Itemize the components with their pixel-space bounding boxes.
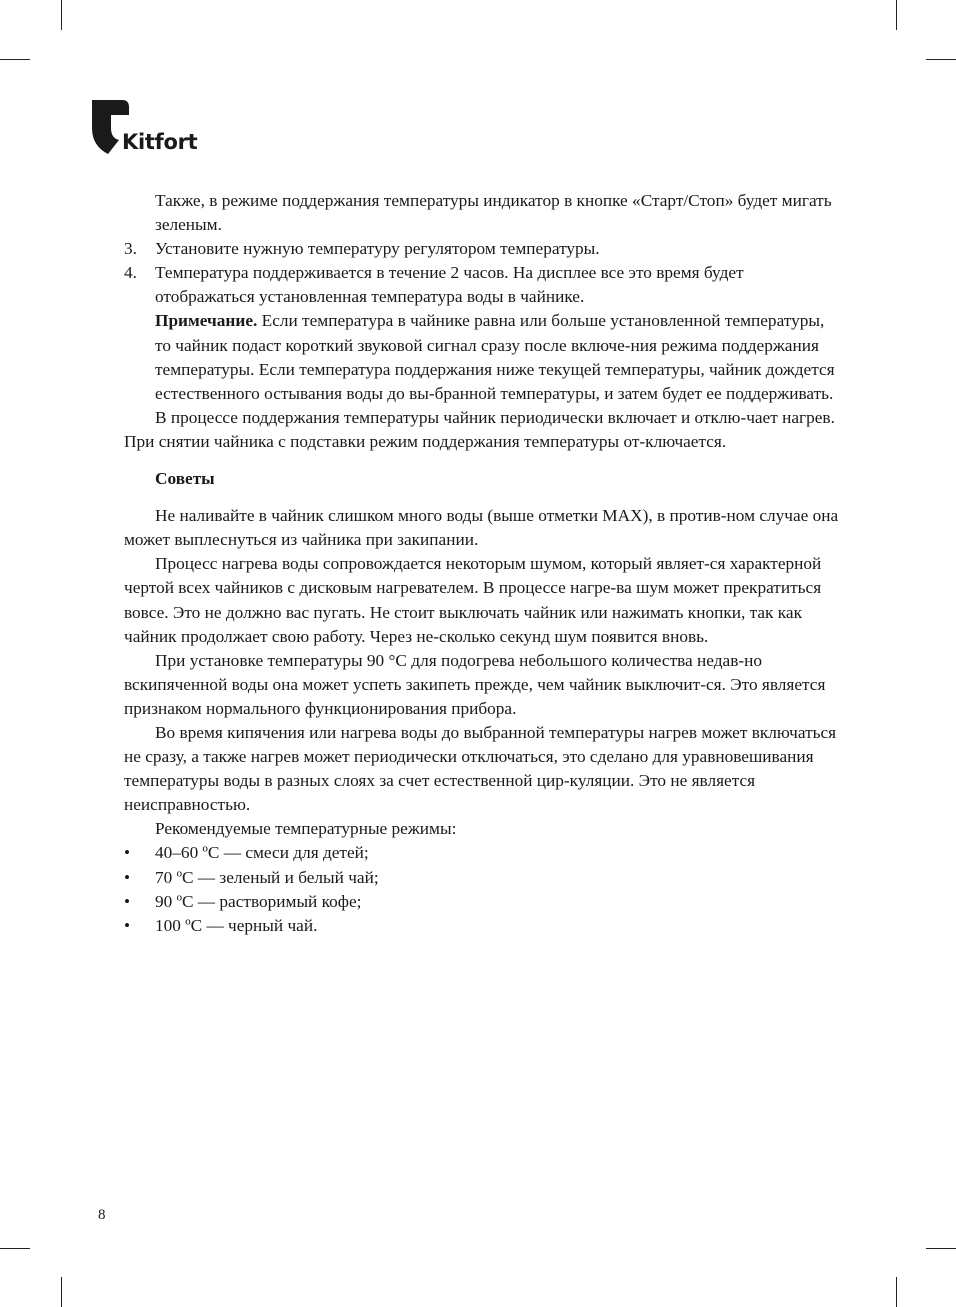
crop-mark: [896, 0, 897, 30]
paragraph: В процессе поддержания температуры чайник периодически включает и отклю-чает нагрев. При снятии чайника с подставки режим поддержания температуры от-ключается.: [124, 407, 835, 451]
note-paragraph: [124, 309, 842, 405]
bullet-text: 90 ºС — растворимый кофе;: [155, 891, 362, 911]
bullet-icon: •: [124, 843, 131, 863]
tip-paragraph: Не наливайте в чайник слишком много воды (выше отметки MAX), в против-ном случае она может выплеснуться из чайника при закипании.: [124, 506, 839, 550]
step-text: Установите нужную температуру регулятором температуры.: [155, 239, 600, 259]
bullet-item: [124, 914, 842, 938]
section-heading-tips: Советы: [155, 469, 215, 489]
brand-name: Kitfort: [122, 130, 198, 154]
crop-mark: [0, 59, 30, 60]
crop-mark: [926, 1248, 956, 1249]
page-number: 8: [98, 1207, 106, 1223]
bullet-text: 70 ºС — зеленый и белый чай;: [155, 867, 379, 887]
crop-mark: [61, 0, 62, 30]
step-text: Температура поддерживается в течение 2 часов. На дисплее все это время будет отображаться установленная температура воды в чайнике.: [155, 263, 744, 307]
crop-mark: [896, 1277, 897, 1307]
tip-paragraph: Рекомендуемые температурные режимы:: [155, 819, 457, 839]
step-number: 4.: [124, 263, 137, 283]
bullet-icon: •: [124, 915, 131, 935]
note-label: Примечание.: [155, 311, 258, 331]
list-item-step-4: [124, 261, 842, 309]
document-body: [124, 189, 842, 938]
crop-mark: [0, 1248, 30, 1249]
bullet-icon: •: [124, 891, 131, 911]
bullet-text: 40–60 ºС — смеси для детей;: [155, 843, 369, 863]
step-number: 3.: [124, 239, 137, 259]
bullet-item: [124, 890, 842, 914]
tip-paragraph: При установке температуры 90 °С для подогрева небольшого количества недав-но вскипяченной воды она может успеть закипеть прежде, чем чайник выключит-ся. Это является признаком нормального функционирования прибора.: [124, 650, 826, 718]
bullet-icon: •: [124, 867, 131, 887]
crop-mark: [61, 1277, 62, 1307]
crop-mark: [926, 59, 956, 60]
bullet-item: [124, 866, 842, 890]
tip-paragraph: Во время кипячения или нагрева воды до выбранной температуры нагрев может включаться не сразу, а также нагрев может периодически отключаться, это сделано для уравновешивания температуры воды в разных слоях за счет естественной цир-куляции. Это не является неисправностью.: [124, 722, 837, 815]
note-text: Если температура в чайнике равна или больше установленной температуры, то чайник подаст короткий звуковой сигнал сразу после включе-ния режима поддержания температуры. Если температура поддержания ниже текущей температуры, чайник дождется естественного остывания воды до вы-бранной температуры, и затем будет ее поддерживать.: [155, 311, 835, 403]
tip-paragraph: Процесс нагрева воды сопровождается некоторым шумом, который являет-ся характерной чертой всех чайников с дисковым нагревателем. В процессе нагре-ва шум может прекратиться вовсе. Это не должно вас пугать. Не стоит выключать чайник или нажимать кнопки, так как чайник продолжает свою работу. Через не-сколько секунд шум появится вновь.: [124, 554, 822, 646]
bullet-item: [124, 841, 842, 865]
paragraph: Также, в режиме поддержания температуры индикатор в кнопке «Старт/Стоп» будет мигать зеленым.: [155, 191, 832, 235]
list-item-step-3: [124, 237, 842, 261]
bullet-text: 100 ºС — черный чай.: [155, 915, 318, 935]
